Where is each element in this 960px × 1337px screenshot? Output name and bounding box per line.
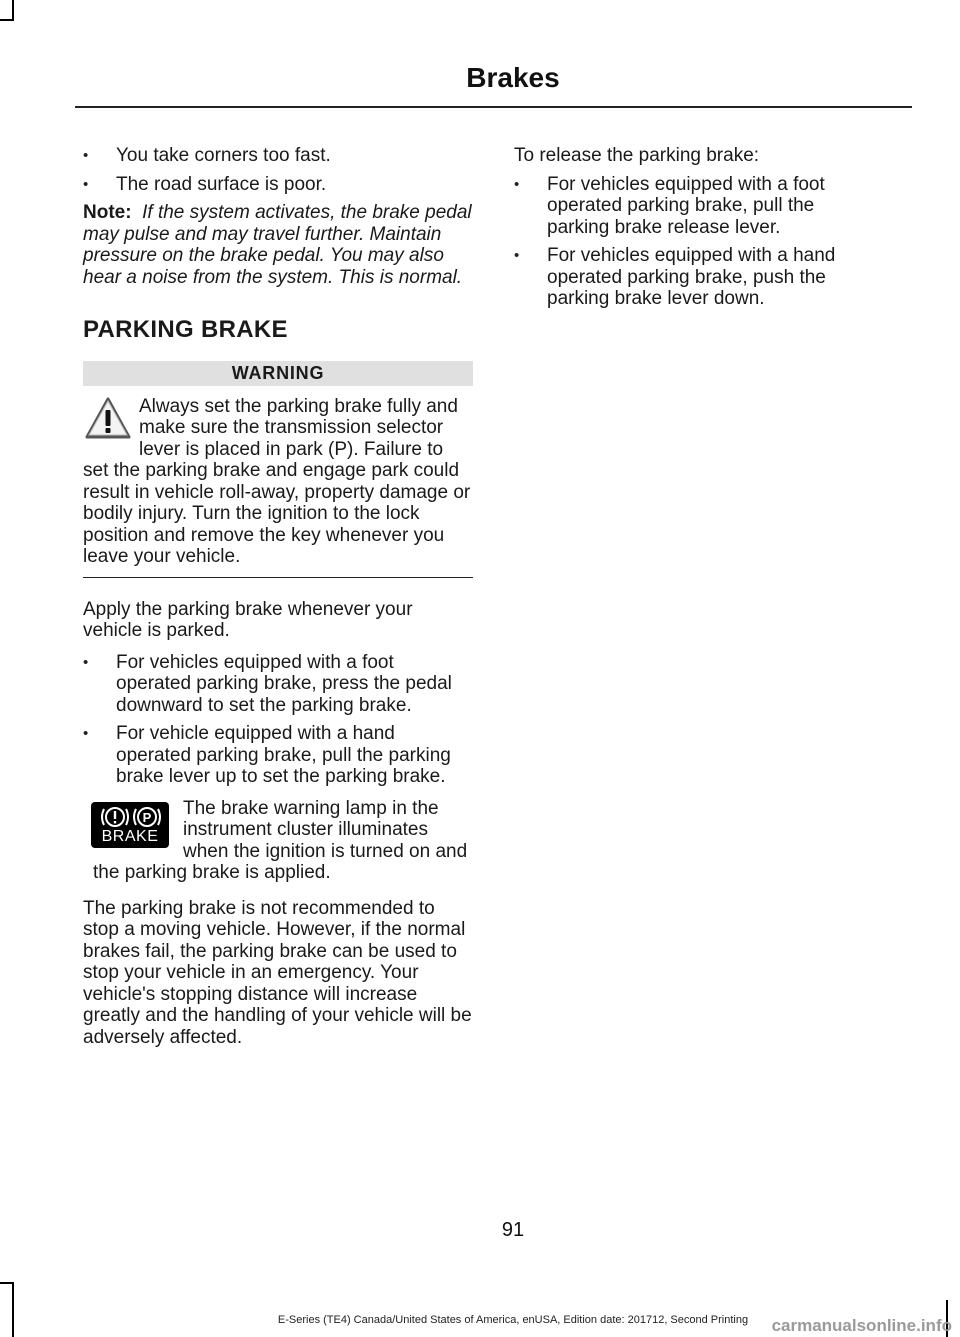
note-label: Note: — [83, 202, 132, 223]
crop-mark — [12, 1282, 14, 1337]
svg-text:P: P — [142, 809, 152, 825]
watermark: carmanualsonline.info — [771, 1316, 952, 1335]
header-divider — [75, 106, 912, 108]
list-item: • For vehicle equipped with a hand operated parking brake, pull the parking brake lever up to set the parking brake. — [83, 723, 473, 788]
list-item: • For vehicles equipped with a hand operated parking brake, push the parking brake lever down. — [514, 245, 876, 310]
list-item: • For vehicles equipped with a foot operated parking brake, press the pedal downward to set the parking brake. — [83, 652, 473, 717]
release-list — [514, 174, 876, 310]
crop-mark — [0, 19, 14, 21]
warning-title: WARNING — [83, 361, 473, 386]
brake-warning-lamp-icon — [91, 802, 169, 848]
note-text: If the system activates, the brake pedal may pulse and may travel further. Maintain pressure on the brake pedal. You may also hear a noise from the system. This is normal. — [83, 202, 472, 288]
crop-mark — [12, 0, 14, 20]
lamp-label: BRAKE — [101, 827, 159, 845]
crop-mark — [0, 1282, 14, 1284]
emergency-paragraph: The parking brake is not recommended to stop a moving vehicle. However, if the normal brakes fail, the parking brake can be used to stop your vehicle in an emergency. Your vehicle's stopping distance will increase greatly and the handling of your vehicle will be adversely affected. — [83, 897, 472, 1048]
right-column — [514, 145, 876, 317]
release-intro: To release the parking brake: — [514, 145, 760, 166]
apply-list — [83, 652, 473, 788]
lamp-paragraph: The brake warning lamp in the instrument cluster illuminates when the ignition is turned on and the parking brake is applied. — [93, 797, 468, 883]
lamp-section — [83, 798, 473, 884]
page-title: Brakes — [466, 62, 560, 93]
warning-text: Always set the parking brake fully and make sure the transmission selector lever is placed in park (P). Failure to set the parking brake and engage park could result in vehicle roll-away, property damage or bodily injury. Turn the ignition to the lock position and remove the key whenever you leave your vehicle. — [83, 395, 471, 567]
apply-paragraph: Apply the parking brake whenever your vehicle is parked. — [83, 598, 413, 641]
list-item: • The road surface is poor. — [83, 174, 473, 196]
list-item: • For vehicles equipped with a foot operated parking brake, pull the parking brake release lever. — [514, 174, 876, 239]
note — [83, 202, 473, 288]
list-item: • You take corners too fast. — [83, 145, 473, 167]
left-column — [83, 145, 473, 1058]
section-heading: PARKING BRAKE — [83, 316, 288, 343]
conditions-list — [83, 145, 473, 195]
warning-triangle-icon — [85, 396, 131, 440]
edition-footer: E-Series (TE4) Canada/United States of America, enUSA, Edition date: 201712, Second Printing — [277, 1314, 749, 1326]
page-number: 91 — [501, 1219, 525, 1241]
warning-box — [83, 396, 473, 578]
